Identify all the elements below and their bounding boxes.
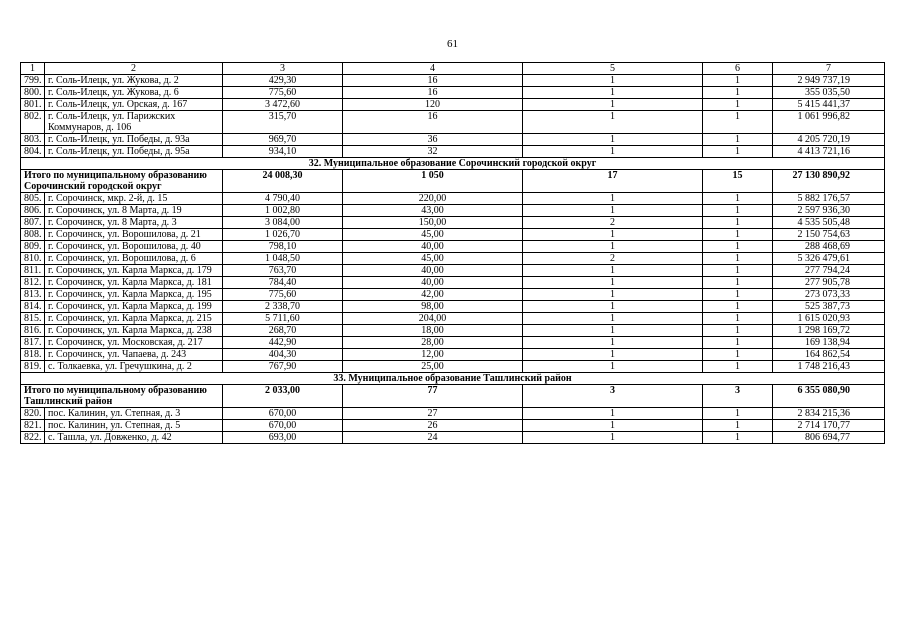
row-area: 3 084,00: [223, 217, 343, 229]
row-people: 43,00: [343, 205, 523, 217]
row-col5: 1: [523, 432, 703, 444]
table-row: [21, 253, 885, 265]
row-col6: 1: [703, 325, 773, 337]
row-sum: 5 415 441,37: [773, 99, 885, 111]
row-col5: 1: [523, 325, 703, 337]
row-area: 798,10: [223, 241, 343, 253]
row-area: 763,70: [223, 265, 343, 277]
row-people: 24: [343, 432, 523, 444]
row-address: г. Сорочинск, ул. Карла Маркса, д. 179: [45, 265, 223, 277]
row-sum: 288 468,69: [773, 241, 885, 253]
row-people: 40,00: [343, 277, 523, 289]
row-col5: 1: [523, 193, 703, 205]
row-col6: 1: [703, 146, 773, 158]
row-number: 806.: [21, 205, 45, 217]
row-number: 813.: [21, 289, 45, 301]
total-label: Итого по муниципальному образованию Сорочинский городской округ: [21, 170, 223, 193]
row-col5: 1: [523, 87, 703, 99]
total-area: 2 033,00: [223, 385, 343, 408]
row-col5: 1: [523, 420, 703, 432]
row-address: г. Соль-Илецк, ул. Победы, д. 95а: [45, 146, 223, 158]
row-number: 819.: [21, 361, 45, 373]
row-col6: 1: [703, 265, 773, 277]
row-people: 40,00: [343, 265, 523, 277]
row-col6: 1: [703, 337, 773, 349]
row-col5: 1: [523, 313, 703, 325]
row-number: 822.: [21, 432, 45, 444]
row-people: 12,00: [343, 349, 523, 361]
register-table: [20, 62, 885, 444]
row-area: 775,60: [223, 87, 343, 99]
column-header: 5: [523, 63, 703, 75]
row-address: г. Соль-Илецк, ул. Победы, д. 93а: [45, 134, 223, 146]
section-heading-row: [21, 158, 885, 170]
column-header: 3: [223, 63, 343, 75]
row-people: 45,00: [343, 229, 523, 241]
row-col6: 1: [703, 432, 773, 444]
total-area: 24 008,30: [223, 170, 343, 193]
table-row: [21, 301, 885, 313]
row-col6: 1: [703, 420, 773, 432]
row-col5: 2: [523, 217, 703, 229]
row-col6: 1: [703, 75, 773, 87]
row-col6: 1: [703, 241, 773, 253]
row-col6: 1: [703, 217, 773, 229]
total-sum: 6 355 080,90: [773, 385, 885, 408]
column-header: 4: [343, 63, 523, 75]
table-row: [21, 349, 885, 361]
total-col6: 3: [703, 385, 773, 408]
row-number: 814.: [21, 301, 45, 313]
header-row: [21, 63, 885, 75]
table-row: [21, 99, 885, 111]
row-people: 120: [343, 99, 523, 111]
row-number: 820.: [21, 408, 45, 420]
table-row: [21, 432, 885, 444]
row-col6: 1: [703, 301, 773, 313]
row-number: 816.: [21, 325, 45, 337]
row-address: г. Сорочинск, мкр. 2-й, д. 15: [45, 193, 223, 205]
column-header: 6: [703, 63, 773, 75]
row-address: г. Сорочинск, ул. Карла Маркса, д. 215: [45, 313, 223, 325]
row-sum: 2 949 737,19: [773, 75, 885, 87]
row-address: г. Сорочинск, ул. Карла Маркса, д. 199: [45, 301, 223, 313]
row-col6: 1: [703, 87, 773, 99]
row-address: г. Соль-Илецк, ул. Орская, д. 167: [45, 99, 223, 111]
row-address: г. Соль-Илецк, ул. Жукова, д. 6: [45, 87, 223, 99]
row-col6: 1: [703, 253, 773, 265]
row-sum: 2 150 754,63: [773, 229, 885, 241]
table-row: [21, 420, 885, 432]
row-area: 775,60: [223, 289, 343, 301]
row-col5: 1: [523, 241, 703, 253]
row-number: 805.: [21, 193, 45, 205]
row-number: 804.: [21, 146, 45, 158]
row-people: 16: [343, 111, 523, 134]
row-number: 802.: [21, 111, 45, 134]
row-sum: 1 615 020,93: [773, 313, 885, 325]
row-people: 40,00: [343, 241, 523, 253]
row-number: 817.: [21, 337, 45, 349]
row-sum: 355 035,50: [773, 87, 885, 99]
row-area: 4 790,40: [223, 193, 343, 205]
row-col5: 1: [523, 265, 703, 277]
total-col5: 3: [523, 385, 703, 408]
row-area: 2 338,70: [223, 301, 343, 313]
row-people: 16: [343, 87, 523, 99]
row-sum: 2 714 170,77: [773, 420, 885, 432]
table-row: [21, 325, 885, 337]
row-col5: 1: [523, 134, 703, 146]
row-area: 784,40: [223, 277, 343, 289]
row-area: 1 002,80: [223, 205, 343, 217]
row-address: пос. Калинин, ул. Степная, д. 5: [45, 420, 223, 432]
row-col6: 1: [703, 289, 773, 301]
row-col6: 1: [703, 349, 773, 361]
table-row: [21, 313, 885, 325]
row-col5: 1: [523, 229, 703, 241]
table-body: [21, 63, 885, 444]
total-row: [21, 170, 885, 193]
row-number: 808.: [21, 229, 45, 241]
table-row: [21, 289, 885, 301]
row-sum: 277 905,78: [773, 277, 885, 289]
row-people: 36: [343, 134, 523, 146]
section-title: 32. Муниципальное образование Сорочинский городской округ: [21, 158, 885, 170]
row-col5: 1: [523, 277, 703, 289]
table-row: [21, 205, 885, 217]
row-address: г. Сорочинск, ул. Карла Маркса, д. 181: [45, 277, 223, 289]
row-area: 404,30: [223, 349, 343, 361]
row-col6: 1: [703, 111, 773, 134]
row-number: 809.: [21, 241, 45, 253]
row-area: 670,00: [223, 420, 343, 432]
total-row: [21, 385, 885, 408]
row-number: 818.: [21, 349, 45, 361]
row-col6: 1: [703, 408, 773, 420]
row-people: 25,00: [343, 361, 523, 373]
table-row: [21, 75, 885, 87]
row-area: 693,00: [223, 432, 343, 444]
row-area: 934,10: [223, 146, 343, 158]
row-sum: 277 794,24: [773, 265, 885, 277]
row-address: г. Сорочинск, ул. Карла Маркса, д. 195: [45, 289, 223, 301]
row-address: г. Сорочинск, ул. Московская, д. 217: [45, 337, 223, 349]
row-people: 150,00: [343, 217, 523, 229]
row-area: 429,30: [223, 75, 343, 87]
row-area: 1 026,70: [223, 229, 343, 241]
total-col5: 17: [523, 170, 703, 193]
table-row: [21, 265, 885, 277]
row-col6: 1: [703, 193, 773, 205]
row-area: 1 048,50: [223, 253, 343, 265]
table-row: [21, 134, 885, 146]
table-row: [21, 193, 885, 205]
row-number: 811.: [21, 265, 45, 277]
row-sum: 5 326 479,61: [773, 253, 885, 265]
row-people: 27: [343, 408, 523, 420]
total-col6: 15: [703, 170, 773, 193]
row-people: 16: [343, 75, 523, 87]
row-people: 220,00: [343, 193, 523, 205]
row-number: 807.: [21, 217, 45, 229]
table-row: [21, 241, 885, 253]
table-row: [21, 217, 885, 229]
row-col5: 1: [523, 361, 703, 373]
row-number: 821.: [21, 420, 45, 432]
row-address: пос. Калинин, ул. Степная, д. 3: [45, 408, 223, 420]
row-sum: 525 387,73: [773, 301, 885, 313]
row-col6: 1: [703, 205, 773, 217]
row-people: 28,00: [343, 337, 523, 349]
row-area: 5 711,60: [223, 313, 343, 325]
row-area: 767,90: [223, 361, 343, 373]
row-people: 98,00: [343, 301, 523, 313]
table-row: [21, 146, 885, 158]
row-sum: 2 834 215,36: [773, 408, 885, 420]
row-address: г. Сорочинск, ул. Ворошилова, д. 21: [45, 229, 223, 241]
row-col5: 1: [523, 146, 703, 158]
row-col6: 1: [703, 361, 773, 373]
row-address: г. Сорочинск, ул. Карла Маркса, д. 238: [45, 325, 223, 337]
row-sum: 273 073,33: [773, 289, 885, 301]
row-address: г. Сорочинск, ул. Чапаева, д. 243: [45, 349, 223, 361]
row-address: г. Сорочинск, ул. 8 Марта, д. 19: [45, 205, 223, 217]
row-area: 3 472,60: [223, 99, 343, 111]
row-col5: 2: [523, 253, 703, 265]
row-number: 803.: [21, 134, 45, 146]
row-sum: 164 862,54: [773, 349, 885, 361]
row-col6: 1: [703, 134, 773, 146]
row-col5: 1: [523, 99, 703, 111]
row-people: 26: [343, 420, 523, 432]
row-area: 442,90: [223, 337, 343, 349]
row-col5: 1: [523, 301, 703, 313]
row-address: г. Соль-Илецк, ул. Парижских Коммунаров, д. 106: [45, 111, 223, 134]
row-col5: 1: [523, 408, 703, 420]
row-area: 315,70: [223, 111, 343, 134]
row-number: 810.: [21, 253, 45, 265]
total-sum: 27 130 890,92: [773, 170, 885, 193]
row-address: г. Соль-Илецк, ул. Жукова, д. 2: [45, 75, 223, 87]
row-sum: 1 298 169,72: [773, 325, 885, 337]
table-row: [21, 277, 885, 289]
row-col6: 1: [703, 99, 773, 111]
section-title: 33. Муниципальное образование Ташлинский район: [21, 373, 885, 385]
row-col5: 1: [523, 205, 703, 217]
row-sum: 806 694,77: [773, 432, 885, 444]
row-col5: 1: [523, 111, 703, 134]
row-col5: 1: [523, 337, 703, 349]
row-sum: 1 061 996,82: [773, 111, 885, 134]
table-row: [21, 111, 885, 134]
row-number: 815.: [21, 313, 45, 325]
row-col5: 1: [523, 349, 703, 361]
row-col6: 1: [703, 313, 773, 325]
row-people: 45,00: [343, 253, 523, 265]
row-sum: 4 205 720,19: [773, 134, 885, 146]
total-label: Итого по муниципальному образованию Ташлинский район: [21, 385, 223, 408]
row-address: с. Толкаевка, ул. Гречушкина, д. 2: [45, 361, 223, 373]
row-col6: 1: [703, 229, 773, 241]
column-header: 2: [45, 63, 223, 75]
row-address: г. Сорочинск, ул. Ворошилова, д. 40: [45, 241, 223, 253]
row-people: 18,00: [343, 325, 523, 337]
row-address: с. Ташла, ул. Довженко, д. 42: [45, 432, 223, 444]
row-number: 800.: [21, 87, 45, 99]
row-sum: 4 413 721,16: [773, 146, 885, 158]
total-people: 1 050: [343, 170, 523, 193]
table-row: [21, 337, 885, 349]
column-header: 1: [21, 63, 45, 75]
row-area: 268,70: [223, 325, 343, 337]
row-address: г. Сорочинск, ул. 8 Марта, д. 3: [45, 217, 223, 229]
page-number: 61: [447, 38, 458, 50]
row-area: 670,00: [223, 408, 343, 420]
row-people: 32: [343, 146, 523, 158]
row-people: 204,00: [343, 313, 523, 325]
column-header: 7: [773, 63, 885, 75]
row-address: г. Сорочинск, ул. Ворошилова, д. 6: [45, 253, 223, 265]
table-row: [21, 408, 885, 420]
row-col5: 1: [523, 289, 703, 301]
row-sum: 1 748 216,43: [773, 361, 885, 373]
row-col5: 1: [523, 75, 703, 87]
row-sum: 169 138,94: [773, 337, 885, 349]
row-people: 42,00: [343, 289, 523, 301]
row-sum: 2 597 936,30: [773, 205, 885, 217]
section-heading-row: [21, 373, 885, 385]
total-people: 77: [343, 385, 523, 408]
table-row: [21, 229, 885, 241]
row-sum: 4 535 505,48: [773, 217, 885, 229]
table-row: [21, 87, 885, 99]
row-number: 799.: [21, 75, 45, 87]
table-row: [21, 361, 885, 373]
row-col6: 1: [703, 277, 773, 289]
row-sum: 5 882 176,57: [773, 193, 885, 205]
row-number: 812.: [21, 277, 45, 289]
row-number: 801.: [21, 99, 45, 111]
row-area: 969,70: [223, 134, 343, 146]
